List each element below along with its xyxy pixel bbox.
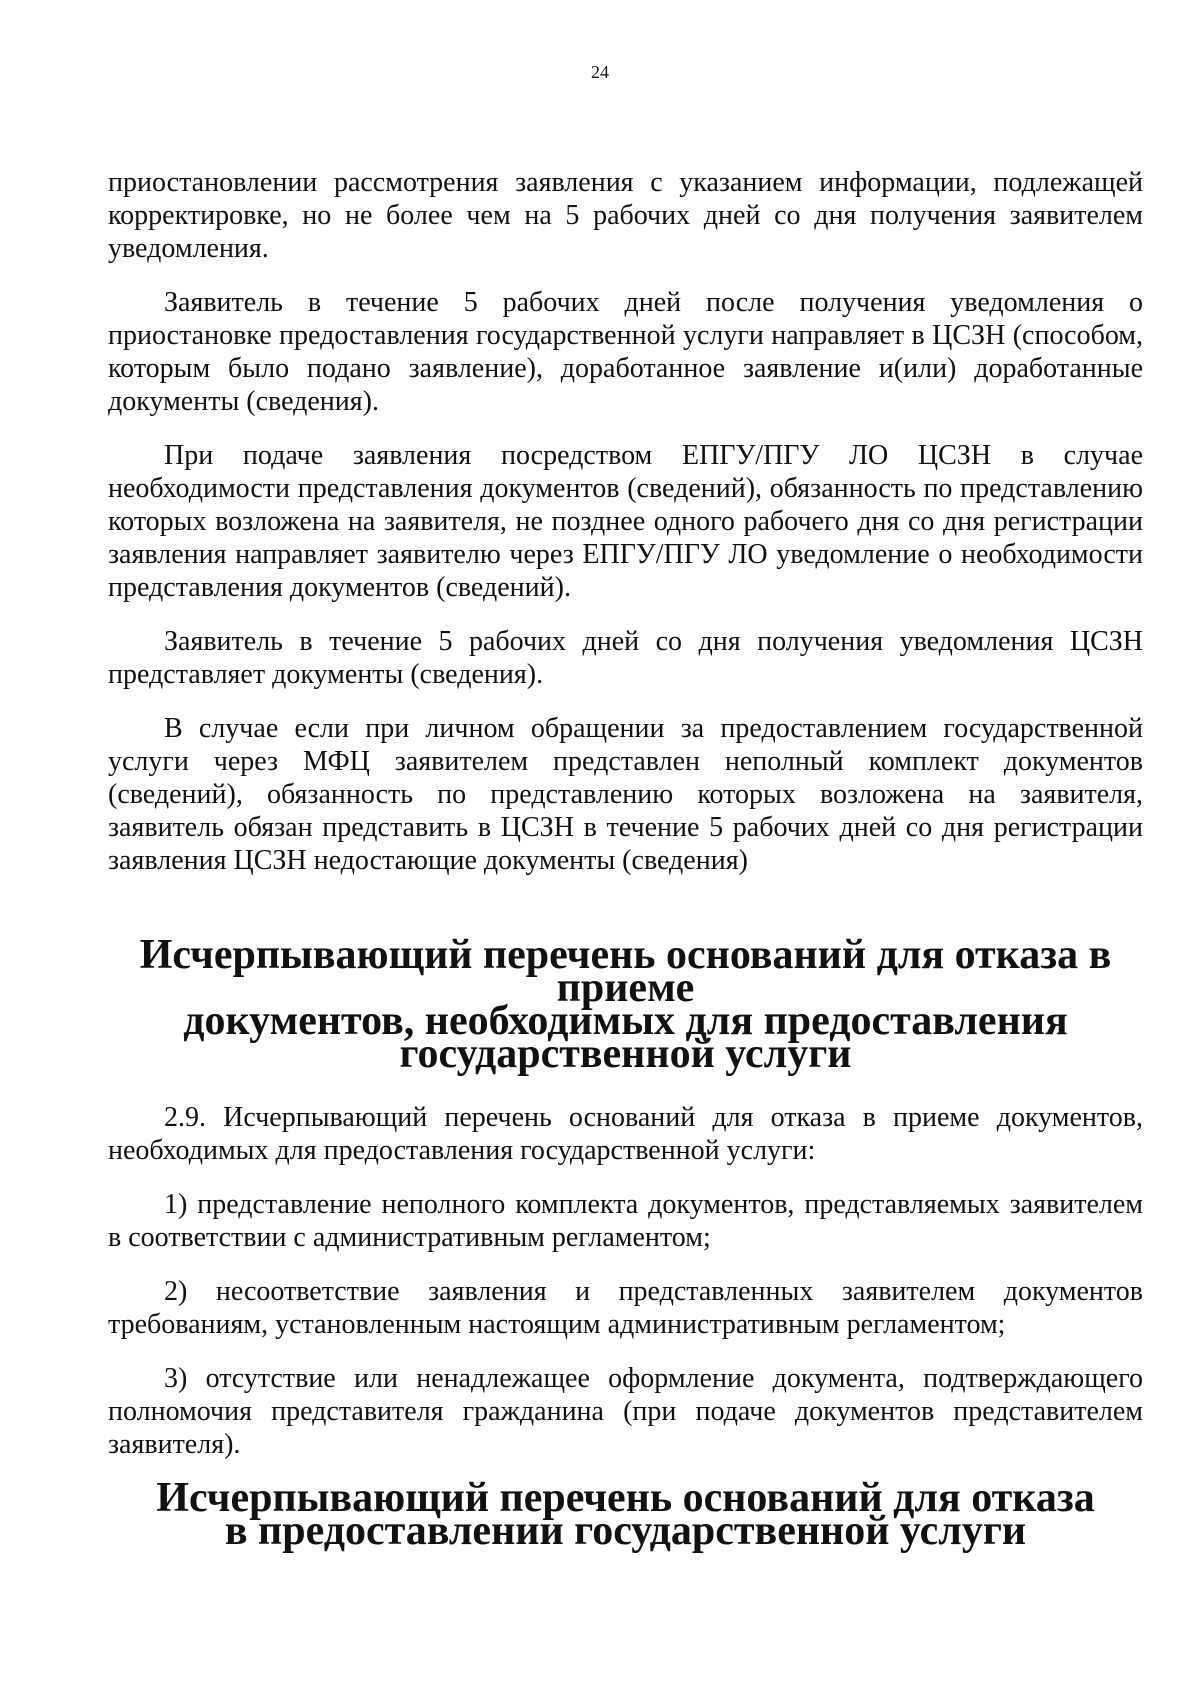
list-item-1: 1) представление неполного комплекта документов, представляемых заявителем в соответствии с административным регламентом; [108,1189,1143,1253]
heading-line: в предоставлении государственной услуги [224,1508,1027,1554]
page-number: 24 [591,62,609,82]
heading-line: государственной услуги [399,1031,852,1077]
paragraph-mfc-incomplete: В случае если при личном обращении за предоставлением государственной услуги через МФЦ заявителем представлен неполный комплект документов (сведений), обязанность по представлению которых возложена на заявителя, заявитель обязан представить в ЦСЗН в течение 5 рабочих дней со дня регистрации заявления ЦСЗН недостающие документы (сведения) [108,713,1143,876]
heading-line: Исчерпывающий перечень оснований для отказа в приеме [139,932,1112,1011]
section-heading-refusal-service [108,1475,1143,1554]
list-item-2: 2) несоответствие заявления и представленных заявителем документов требованиям, установленным настоящим административным регламентом; [108,1276,1143,1340]
paragraph-documents-deadline: Заявитель в течение 5 рабочих дней со дня получения уведомления ЦСЗН представляет документы (сведения). [108,626,1143,690]
paragraph-clause-2-9: 2.9. Исчерпывающий перечень оснований для отказа в приеме документов, необходимых для предоставления государственной услуги: [108,1102,1143,1166]
document-body [108,166,1143,1554]
paragraph-continuation: приостановлении рассмотрения заявления с указанием информации, подлежащей корректировке, но не более чем на 5 рабочих дней со дня получения заявителем уведомления. [108,167,1143,264]
paragraph-resubmission: Заявитель в течение 5 рабочих дней после получения уведомления о приостановке предоставления государственной услуги направляет в ЦСЗН (способом, которым было подано заявление), доработанное заявление и(или) доработанные документы (сведения). [108,287,1143,417]
list-item-3: 3) отсутствие или ненадлежащее оформление документа, подтверждающего полномочия представителя гражданина (при подаче документов представителем заявителя). [108,1363,1143,1460]
paragraph-epgu-notification: При подаче заявления посредством ЕПГУ/ПГУ ЛО ЦСЗН в случае необходимости представления документов (сведений), обязанность по представлению которых возложена на заявителя, не позднее одного рабочего дня со дня регистрации заявления направляет заявителю через ЕПГУ/ПГУ ЛО уведомление о необходимости представления документов (сведений). [108,440,1143,603]
section-heading-refusal-acceptance [108,932,1143,1077]
heading-line: Исчерпывающий перечень оснований для отказа [156,1475,1095,1521]
heading-line: документов, необходимых для предоставления [183,998,1068,1044]
